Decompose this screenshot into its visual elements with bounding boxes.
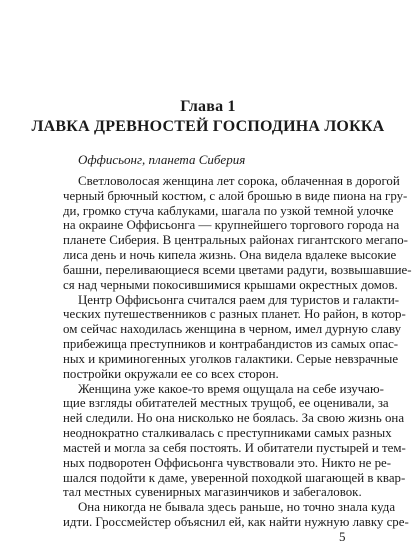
text-line: на окраине Оффисьонга — крупнейшего торгового города на xyxy=(63,218,400,233)
text-line: мастей и могла за себя постоять. И обитатели пустырей и тем- xyxy=(63,440,406,455)
text-line: ных подворотен Оффисьонга чувствовали это. Никто не ре- xyxy=(63,455,392,470)
text-line: башни, переливающиеся всеми цветами радуги, возвышавшие- xyxy=(63,262,412,277)
text-line: шался подойти к даме, уверенной походкой шагающей в квар- xyxy=(63,470,406,485)
text-line: идти. Гроссмейстер объяснил ей, как найти нужную лавку сре- xyxy=(63,515,409,530)
text-line: Она никогда не бывала здесь раньше, но точно знала куда xyxy=(78,500,396,515)
text-line: планете Сиберия. В центральных районах гигантского мегапо- xyxy=(63,233,408,248)
text-line: ней следили. Но она нисколько не боялась. За свою жизнь она xyxy=(63,411,405,426)
text-line: тал местных сувенирных магазинчиков и забегаловок. xyxy=(63,485,362,500)
page-number: 5 xyxy=(339,529,346,544)
text-line: неоднократно сталкивалась с преступниками самых разных xyxy=(63,426,392,441)
text-line: Женщина уже какое-то время ощущала на себе изучаю- xyxy=(78,381,384,396)
text-line: щие взгляды обитателей местных трущоб, ее оценивали, за xyxy=(63,396,389,411)
text-line: ческих путешественников с разных планет. Но район, в котор- xyxy=(63,307,406,322)
text-line: ди, громко стуча каблуками, шагала по узкой темной улочке xyxy=(63,203,394,218)
chapter-number: Глава 1 xyxy=(180,98,236,115)
text-line: ных и криминогенных уголков галактики. Серые невзрачные xyxy=(63,351,399,366)
epigraph: Оффисьонг, планета Сиберия xyxy=(78,152,246,167)
text-line: Светловолосая женщина лет сорока, облаченная в дорогой xyxy=(78,174,400,188)
text-line: ом сейчас находилась женщина в черном, имел дурную славу xyxy=(63,322,402,337)
text-line: Центр Оффисьонга считался раем для туристов и галакти- xyxy=(78,292,400,307)
text-line: постройки окружали ее со всех сторон. xyxy=(63,366,279,381)
text-line: прибежища преступников и контрабандистов из самых опас- xyxy=(63,337,399,352)
body-text xyxy=(63,174,412,530)
chapter-title: ЛАВКА ДРЕВНОСТЕЙ ГОСПОДИНА ЛОККА xyxy=(31,118,385,135)
text-line: лиса день и ночь кипела жизнь. Она видела вдалеке высокие xyxy=(63,248,397,263)
text-line: черный брючный костюм, с алой брошью в виде пиона на гру- xyxy=(63,188,408,203)
text-line: ся над черными покосившимися крышами окрестных домов. xyxy=(63,277,398,292)
